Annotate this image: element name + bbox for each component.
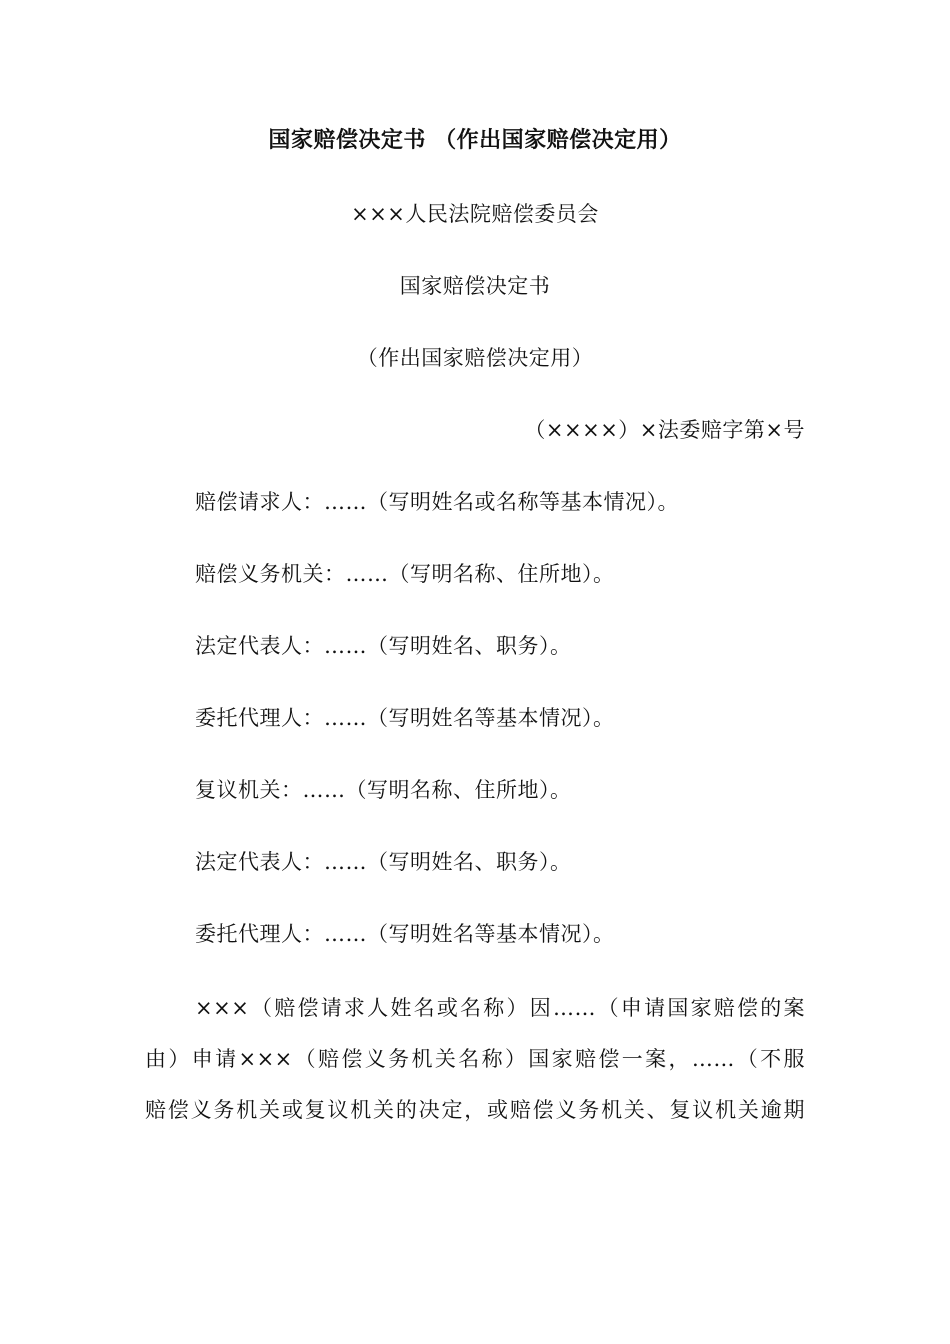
document-title: 国家赔偿决定书 （作出国家赔偿决定用） [268, 128, 682, 153]
party-review-organ: 复议机关：……（写明名称、住所地）。 [195, 778, 572, 802]
document-name: 国家赔偿决定书 [399, 274, 551, 298]
party-obligor-agent: 委托代理人：……（写明姓名等基本情况）。 [195, 706, 615, 730]
case-number: （××××）×法委赔字第×号 [524, 418, 805, 442]
court-name: ×××人民法院赔偿委员会 [351, 202, 599, 226]
case-body-paragraph [145, 983, 805, 1136]
party-review-agent: 委托代理人：……（写明姓名等基本情况）。 [195, 922, 615, 946]
party-review-legal-rep: 法定代表人：……（写明姓名、职务）。 [195, 850, 572, 874]
party-claimant: 赔偿请求人：……（写明姓名或名称等基本情况）。 [195, 490, 679, 514]
body-line: 由）申请×××（赔偿义务机关名称）国家赔偿一案，……（不服 [145, 1047, 805, 1071]
party-obligor: 赔偿义务机关：……（写明名称、住所地）。 [195, 562, 615, 586]
body-line: 赔偿义务机关或复议机关的决定，或赔偿义务机关、复议机关逾期 [145, 1098, 805, 1122]
party-obligor-legal-rep: 法定代表人：……（写明姓名、职务）。 [195, 634, 572, 658]
body-line: ×××（赔偿请求人姓名或名称）因……（申请国家赔偿的案 [195, 996, 805, 1020]
document-use: （作出国家赔偿决定用） [356, 346, 594, 370]
